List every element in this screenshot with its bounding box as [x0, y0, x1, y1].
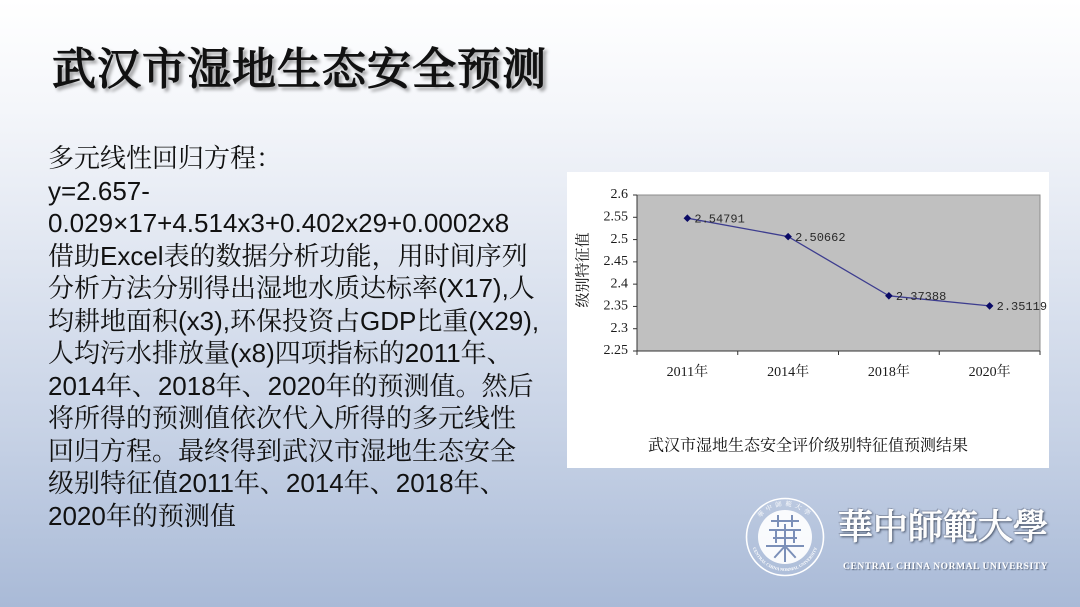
y-tick-label: 2.35 — [603, 298, 628, 314]
university-emblem-icon — [745, 497, 825, 577]
y-tick-label: 2.55 — [603, 209, 628, 225]
data-label: 2.54791 — [694, 212, 745, 227]
x-tick-label: 2014年 — [767, 365, 810, 381]
x-tick-label: 2020年 — [968, 365, 1011, 381]
body-text-line: 0.029×17+4.514x3+0.402x29+0.0002x8 — [48, 208, 510, 238]
data-label: 2.50662 — [795, 230, 846, 245]
x-tick-label: 2018年 — [867, 365, 910, 381]
body-text-line: 级别特征值2011年、2014年、2018年、 — [48, 468, 506, 498]
y-tick-label: 2.3 — [610, 320, 628, 336]
university-name-english: CENTRAL CHINA NORMAL UNIVERSITY — [843, 562, 1049, 572]
body-text — [48, 142, 558, 532]
y-tick-label: 2.5 — [610, 231, 628, 247]
body-text-line: 多元线性回归方程： — [48, 143, 283, 173]
y-tick-label: 2.4 — [610, 276, 628, 292]
data-label: 2.37388 — [895, 289, 947, 304]
y-tick-label: 2.45 — [603, 254, 628, 270]
chart-marks — [604, 187, 1048, 380]
data-label: 2.35119 — [996, 300, 1048, 315]
body-text-line: 分析方法分别得出湿地水质达标率(X17),人 — [48, 273, 535, 303]
body-text-line: 回归方程。最终得到武汉市湿地生态安全 — [48, 435, 517, 466]
line-chart — [567, 172, 1049, 468]
slide-title: 武汉市湿地生态安全预测 — [52, 44, 547, 95]
x-tick-label: 2011年 — [666, 365, 709, 381]
y-axis-title: 级别特征值 — [575, 232, 592, 308]
body-text-line: 将所得的预测值依次代入所得的多元线性 — [48, 403, 517, 433]
y-tick-label: 2.6 — [610, 187, 628, 203]
y-tick-label: 2.25 — [603, 343, 628, 359]
body-text-line: 2020年的预测值 — [48, 500, 236, 531]
chart-caption: 武汉市湿地生态安全评价级别特征值预测结果 — [647, 437, 969, 455]
chart-figure — [567, 172, 1049, 468]
body-text-line: 2014年、2018年、2020年的预测值。然后 — [48, 370, 534, 401]
emblem-ring-text-top: 華中師範大學 — [755, 499, 815, 520]
body-text-line: 人均污水排放量(x8)四项指标的2011年、 — [48, 338, 513, 368]
body-text-line: 借助Excel表的数据分析功能，用时间序列 — [48, 240, 528, 271]
body-text-line: 均耕地面积(x3),环保投资占GDP比重(X29), — [48, 305, 540, 336]
emblem-ring-text-bottom: CENTRAL CHINA NORMAL UNIVERSITY — [751, 546, 819, 573]
body-text-line: y=2.657- — [48, 175, 150, 206]
university-name-calligraphy: 華中師範大學 — [838, 507, 1049, 548]
